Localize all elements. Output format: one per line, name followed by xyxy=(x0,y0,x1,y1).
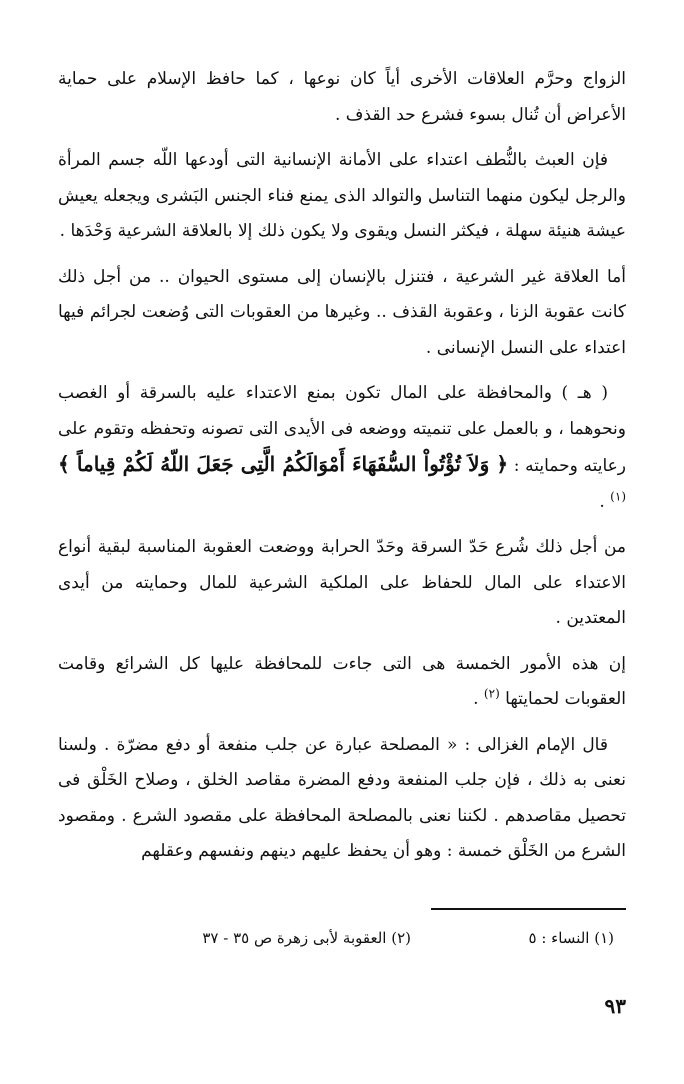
paragraph-6 xyxy=(58,647,626,718)
quran-verse: ﴿ وَلاَ تُؤْتُواْ السُّفَهَاءَ أَمْوَالَكُمُ الَّتِى جَعَلَ اللّهُ لَكُمْ قِياماً ﴾ xyxy=(58,452,509,476)
paragraph-6-end: . xyxy=(473,689,479,709)
paragraph-7: قال الإمام الغزالى : « المصلحة عبارة عن جلب منفعة أو دفع مضرّة . ولسنا نعنى به ذلك ، فإن جلب المنفعة ودفع المضرة مقاصد الخلق ، وصلاح الخَلْق فى تحصيل مقاصدهم . لكننا نعنى بالمصلحة المحافظة على مقصود الشرع . ومقصود الشرع من الخَلْق خمسة : وهو أن يحفظ عليهم دينهم ونفسهم وعقلهم xyxy=(58,734,626,861)
paragraph-2: فإن العبث بالنُّطف اعتداء على الأمانة الإنسانية التى أودعها اللّه جسم المرأة والرجل ليكون منهما التناسل والتوالد الذى يمنع فناء الجنس البَشرى ويجعله يعيش عيشة هنيئة سهلة ، فيكثر النسل ويقوى ولا يكون ذلك إلا بالعلاقة الشرعية وَحْدَها . xyxy=(58,150,626,241)
footnote-ref-1: (١) xyxy=(610,488,626,503)
paragraph-3: أما العلاقة غير الشرعية ، فتنزل بالإنسان إلى مستوى الحيوان .. من أجل ذلك كانت عقوبة الزنا ، وعقوبة القذف .. وغيرها من العقوبات التى وُضعت لجرائم فيها اعتداء على النسل الإنسانى . xyxy=(58,266,626,358)
footnote-2: (٢) العقوبة لأبى زهرة ص ٣٥ - ٣٧ xyxy=(202,929,411,947)
paragraph-4-text: ( هـ ) والمحافظة على المال تكون بمنع الاعتداء عليه بالسرقة أو الغصب ونحوهما ، و بالعمل على تنميته ووضعه فى الأيدى التى تصونه وتحفظه وتقوم على رعايته وحمايته : xyxy=(58,383,626,476)
paragraph-1: الزواج وحرَّم العلاقات الأخرى أياً كان نوعها ، كما حافظ الإسلام على حماية الأعراض أن تُنال بسوء فشرع حد القذف . xyxy=(58,69,626,125)
paragraph-6-text: إن هذه الأمور الخمسة هى التى جاءت للمحافظة عليها كل الشرائع وقامت العقوبات لحمايتها xyxy=(58,653,626,709)
footnote-divider xyxy=(431,908,626,910)
paragraph-5: من أجل ذلك شُرع حَدّ السرقة وحَدّ الحرابة ووضعت العقوبة المناسبة لبقية أنواع الاعتداء على المال للحفاظ على الملكية الشرعية للمال وحمايته من أيدى المعتدين . xyxy=(58,537,626,628)
footnote-1: (١) النساء : ٥ xyxy=(528,929,614,947)
page-number: ٩٣ xyxy=(604,994,626,1018)
body-text xyxy=(58,62,626,880)
paragraph-4-end: . xyxy=(599,491,605,512)
paragraph-4 xyxy=(58,376,626,520)
footnote-ref-2: (٢) xyxy=(483,686,500,701)
